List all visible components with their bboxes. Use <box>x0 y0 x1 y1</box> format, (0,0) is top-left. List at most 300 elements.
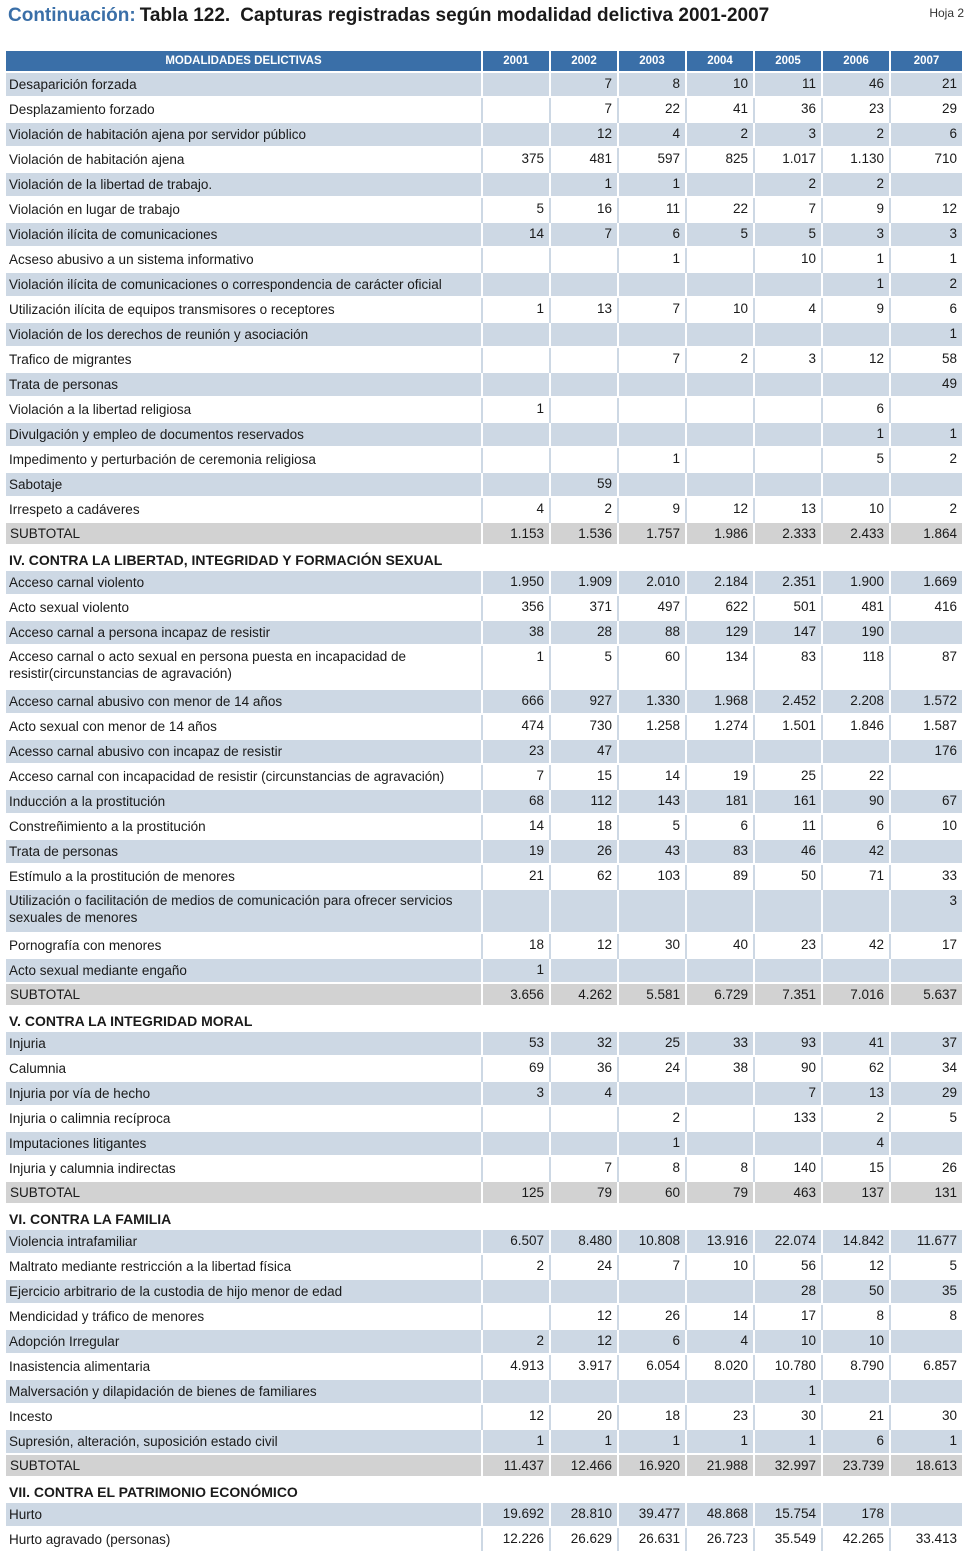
value-cell <box>550 397 618 422</box>
value-cell: 6.054 <box>618 1354 686 1379</box>
value-cell <box>686 397 754 422</box>
value-cell <box>618 422 686 447</box>
value-cell <box>822 322 890 347</box>
value-cell <box>618 1379 686 1404</box>
value-cell: 103 <box>618 864 686 889</box>
value-cell: 26 <box>618 1304 686 1329</box>
section-title: IV. CONTRA LA LIBERTAD, INTEGRIDAD Y FORMACIÓN SEXUAL <box>6 544 962 570</box>
value-cell: 14 <box>618 764 686 789</box>
table-row <box>6 1429 962 1454</box>
section-title: VII. CONTRA EL PATRIMONIO ECONÓMICO <box>6 1476 962 1502</box>
value-cell: 730 <box>550 714 618 739</box>
value-cell: 11 <box>754 814 822 839</box>
table-row <box>6 1106 962 1131</box>
table-row <box>6 497 962 522</box>
value-cell <box>754 472 822 497</box>
value-cell <box>686 372 754 397</box>
value-cell: 67 <box>890 789 962 814</box>
value-cell <box>822 372 890 397</box>
value-cell: 1.986 <box>686 522 754 544</box>
value-cell: 7 <box>754 197 822 222</box>
value-cell: 7 <box>550 222 618 247</box>
value-cell: 1.130 <box>822 147 890 172</box>
value-cell: 2 <box>890 497 962 522</box>
value-cell: 1 <box>550 172 618 197</box>
value-cell: 6 <box>822 397 890 422</box>
value-cell: 26 <box>550 839 618 864</box>
row-label: Acceso carnal o acto sexual en persona puesta en incapacidad de resistir(circunstancias de agravación) <box>6 645 482 689</box>
value-cell: 30 <box>618 933 686 958</box>
value-cell: 49 <box>890 372 962 397</box>
value-cell <box>550 447 618 472</box>
value-cell <box>550 1379 618 1404</box>
value-cell: 1 <box>890 1429 962 1454</box>
value-cell: 1.950 <box>482 570 550 595</box>
table-body <box>6 72 962 1551</box>
value-cell: 56 <box>754 1254 822 1279</box>
value-cell: 13 <box>754 497 822 522</box>
value-cell: 137 <box>822 1181 890 1203</box>
row-label: Malversación y dilapidación de bienes de familiares <box>6 1379 482 1404</box>
value-cell <box>822 472 890 497</box>
table-row <box>6 97 962 122</box>
row-label: Irrespeto a cadáveres <box>6 497 482 522</box>
value-cell: 6 <box>618 1329 686 1354</box>
value-cell <box>754 1131 822 1156</box>
value-cell: 4 <box>754 297 822 322</box>
value-cell: 1 <box>482 645 550 689</box>
row-label: Constreñimiento a la prostitución <box>6 814 482 839</box>
value-cell: 356 <box>482 595 550 620</box>
value-cell: 4 <box>618 122 686 147</box>
value-cell: 23 <box>754 933 822 958</box>
value-cell: 2 <box>754 172 822 197</box>
value-cell: 4 <box>550 1081 618 1106</box>
table-row <box>6 739 962 764</box>
value-cell <box>482 1279 550 1304</box>
value-cell <box>890 620 962 645</box>
value-cell: 14 <box>482 814 550 839</box>
value-cell: 2 <box>618 1106 686 1131</box>
value-cell: 1.968 <box>686 689 754 714</box>
value-cell: 1.669 <box>890 570 962 595</box>
value-cell: 90 <box>822 789 890 814</box>
value-cell: 666 <box>482 689 550 714</box>
value-cell: 60 <box>618 645 686 689</box>
value-cell <box>482 1131 550 1156</box>
value-cell: 16 <box>550 197 618 222</box>
table-row <box>6 958 962 983</box>
value-cell: 1 <box>890 247 962 272</box>
value-cell <box>482 472 550 497</box>
table-number: Tabla 122. <box>139 5 231 26</box>
value-cell: 825 <box>686 147 754 172</box>
value-cell <box>550 958 618 983</box>
value-cell: 7 <box>618 297 686 322</box>
value-cell: 1 <box>754 1429 822 1454</box>
value-cell: 12 <box>550 122 618 147</box>
value-cell: 53 <box>482 1031 550 1056</box>
page-indicator: Hoja 2 <box>929 6 964 20</box>
row-label: Violación de habitación ajena por servidor público <box>6 122 482 147</box>
subtotal-row <box>6 522 962 544</box>
row-label: Violencia intrafamiliar <box>6 1229 482 1254</box>
value-cell: 6 <box>618 222 686 247</box>
row-label: Injuria por vía de hecho <box>6 1081 482 1106</box>
value-cell: 30 <box>754 1404 822 1429</box>
table-row <box>6 397 962 422</box>
row-label: Sabotaje <box>6 472 482 497</box>
column-header: 2006 <box>822 51 890 72</box>
value-cell: 11 <box>754 72 822 97</box>
value-cell: 2.433 <box>822 522 890 544</box>
table-title-text: Capturas registradas según modalidad delictiva 2001-2007 <box>240 5 770 26</box>
value-cell: 46 <box>822 72 890 97</box>
value-cell: 4.262 <box>550 983 618 1005</box>
table-row <box>6 147 962 172</box>
value-cell: 2.333 <box>754 522 822 544</box>
row-label: Acceso carnal con incapacidad de resistir (circunstancias de agravación) <box>6 764 482 789</box>
value-cell <box>618 889 686 933</box>
section-header-row <box>6 544 962 570</box>
value-cell: 21 <box>482 864 550 889</box>
value-cell: 12 <box>550 1304 618 1329</box>
column-header: MODALIDADES DELICTIVAS <box>6 51 482 72</box>
value-cell <box>754 739 822 764</box>
value-cell: 10 <box>754 1329 822 1354</box>
value-cell: 1.330 <box>618 689 686 714</box>
value-cell: 1 <box>482 958 550 983</box>
value-cell: 4.913 <box>482 1354 550 1379</box>
value-cell <box>482 247 550 272</box>
value-cell: 38 <box>686 1056 754 1081</box>
value-cell: 37 <box>890 1031 962 1056</box>
value-cell: 178 <box>822 1502 890 1527</box>
value-cell <box>890 1329 962 1354</box>
value-cell: 15 <box>550 764 618 789</box>
value-cell <box>754 422 822 447</box>
value-cell <box>686 1106 754 1131</box>
value-cell: 18 <box>482 933 550 958</box>
column-header: 2002 <box>550 51 618 72</box>
value-cell: 16.920 <box>618 1454 686 1476</box>
value-cell: 83 <box>754 645 822 689</box>
value-cell <box>686 272 754 297</box>
value-cell: 6 <box>822 814 890 839</box>
value-cell <box>754 322 822 347</box>
table-row <box>6 864 962 889</box>
table-row <box>6 1229 962 1254</box>
table-row <box>6 839 962 864</box>
value-cell <box>890 1379 962 1404</box>
table-row <box>6 372 962 397</box>
row-label: Violación de la libertad de trabajo. <box>6 172 482 197</box>
value-cell: 4 <box>686 1329 754 1354</box>
value-cell <box>482 1106 550 1131</box>
row-label: Calumnia <box>6 1056 482 1081</box>
value-cell: 15.754 <box>754 1502 822 1527</box>
value-cell: 1 <box>550 1429 618 1454</box>
value-cell: 23 <box>482 739 550 764</box>
value-cell <box>890 1131 962 1156</box>
row-label: Acto sexual violento <box>6 595 482 620</box>
value-cell: 7.016 <box>822 983 890 1005</box>
value-cell: 5 <box>686 222 754 247</box>
subtotal-label: SUBTOTAL <box>6 983 482 1005</box>
row-label: Acesso carnal abusivo con incapaz de resistir <box>6 739 482 764</box>
value-cell: 112 <box>550 789 618 814</box>
value-cell: 1.501 <box>754 714 822 739</box>
value-cell: 23 <box>686 1404 754 1429</box>
value-cell: 41 <box>686 97 754 122</box>
value-cell: 5 <box>550 645 618 689</box>
value-cell <box>686 1279 754 1304</box>
value-cell: 1.153 <box>482 522 550 544</box>
row-label: Violación ilícita de comunicaciones o correspondencia de carácter oficial <box>6 272 482 297</box>
value-cell: 20 <box>550 1404 618 1429</box>
table-row <box>6 1254 962 1279</box>
value-cell: 68 <box>482 789 550 814</box>
value-cell: 10 <box>686 1254 754 1279</box>
value-cell: 2.208 <box>822 689 890 714</box>
table-row <box>6 814 962 839</box>
value-cell: 3 <box>754 122 822 147</box>
row-label: Acceso carnal abusivo con menor de 14 años <box>6 689 482 714</box>
value-cell: 7.351 <box>754 983 822 1005</box>
value-cell <box>686 889 754 933</box>
value-cell <box>686 322 754 347</box>
value-cell: 11 <box>618 197 686 222</box>
table-row <box>6 197 962 222</box>
value-cell: 8 <box>618 1156 686 1181</box>
value-cell: 48.868 <box>686 1502 754 1527</box>
subtotal-label: SUBTOTAL <box>6 522 482 544</box>
table-row <box>6 570 962 595</box>
value-cell: 3 <box>822 222 890 247</box>
value-cell <box>550 247 618 272</box>
value-cell: 40 <box>686 933 754 958</box>
value-cell: 125 <box>482 1181 550 1203</box>
value-cell <box>482 1156 550 1181</box>
value-cell <box>482 889 550 933</box>
column-header: 2004 <box>686 51 754 72</box>
value-cell: 24 <box>550 1254 618 1279</box>
value-cell <box>890 172 962 197</box>
value-cell: 12 <box>890 197 962 222</box>
value-cell: 2 <box>822 122 890 147</box>
table-row <box>6 222 962 247</box>
value-cell: 1 <box>686 1429 754 1454</box>
value-cell <box>482 1304 550 1329</box>
table-row <box>6 1379 962 1404</box>
value-cell: 133 <box>754 1106 822 1131</box>
value-cell: 15 <box>822 1156 890 1181</box>
row-label: Desaparición forzada <box>6 72 482 97</box>
value-cell: 1 <box>822 247 890 272</box>
section-title: V. CONTRA LA INTEGRIDAD MORAL <box>6 1005 962 1031</box>
table-row <box>6 172 962 197</box>
row-label: Hurto <box>6 1502 482 1527</box>
row-label: Adopción Irregular <box>6 1329 482 1354</box>
value-cell <box>482 122 550 147</box>
value-cell: 6 <box>890 297 962 322</box>
row-label: Maltrato mediante restricción a la libertad física <box>6 1254 482 1279</box>
value-cell: 28.810 <box>550 1502 618 1527</box>
continuation-label: Continuación: <box>8 5 136 26</box>
value-cell: 2 <box>550 497 618 522</box>
table-row <box>6 1031 962 1056</box>
value-cell: 29 <box>890 1081 962 1106</box>
value-cell: 30 <box>890 1404 962 1429</box>
value-cell: 416 <box>890 595 962 620</box>
value-cell: 41 <box>822 1031 890 1056</box>
value-cell: 1.757 <box>618 522 686 544</box>
row-label: Estímulo a la prostitución de menores <box>6 864 482 889</box>
value-cell: 140 <box>754 1156 822 1181</box>
value-cell: 5 <box>618 814 686 839</box>
value-cell <box>550 272 618 297</box>
value-cell: 22.074 <box>754 1229 822 1254</box>
table-row <box>6 272 962 297</box>
value-cell <box>618 472 686 497</box>
value-cell: 501 <box>754 595 822 620</box>
value-cell: 481 <box>822 595 890 620</box>
value-cell: 2 <box>686 347 754 372</box>
value-cell: 42 <box>822 933 890 958</box>
table-row <box>6 1304 962 1329</box>
value-cell: 21 <box>890 72 962 97</box>
value-cell <box>550 1131 618 1156</box>
value-cell: 3 <box>482 1081 550 1106</box>
value-cell: 8.480 <box>550 1229 618 1254</box>
value-cell: 3.917 <box>550 1354 618 1379</box>
value-cell: 10 <box>686 72 754 97</box>
data-table <box>6 51 962 1551</box>
table-row <box>6 620 962 645</box>
value-cell: 1 <box>482 297 550 322</box>
value-cell: 2 <box>482 1254 550 1279</box>
table-row <box>6 1156 962 1181</box>
value-cell: 3 <box>890 222 962 247</box>
row-label: Injuria y calumnia indirectas <box>6 1156 482 1181</box>
column-header: 2003 <box>618 51 686 72</box>
subtotal-row <box>6 1454 962 1476</box>
value-cell: 14 <box>686 1304 754 1329</box>
table-row <box>6 645 962 689</box>
value-cell: 21 <box>822 1404 890 1429</box>
value-cell <box>482 372 550 397</box>
value-cell: 181 <box>686 789 754 814</box>
value-cell <box>618 1081 686 1106</box>
table-row <box>6 1056 962 1081</box>
value-cell: 10 <box>822 497 890 522</box>
value-cell: 21.988 <box>686 1454 754 1476</box>
value-cell: 622 <box>686 595 754 620</box>
value-cell <box>822 958 890 983</box>
table-row <box>6 422 962 447</box>
value-cell <box>482 322 550 347</box>
value-cell: 35.549 <box>754 1527 822 1551</box>
value-cell: 1.536 <box>550 522 618 544</box>
value-cell: 9 <box>618 497 686 522</box>
value-cell: 58 <box>890 347 962 372</box>
value-cell: 13.916 <box>686 1229 754 1254</box>
value-cell: 375 <box>482 147 550 172</box>
value-cell: 6 <box>686 814 754 839</box>
table-header-row <box>6 51 962 72</box>
value-cell: 28 <box>550 620 618 645</box>
value-cell <box>890 958 962 983</box>
row-label: Violación en lugar de trabajo <box>6 197 482 222</box>
value-cell: 18.613 <box>890 1454 962 1476</box>
value-cell: 12 <box>482 1404 550 1429</box>
value-cell <box>754 397 822 422</box>
value-cell: 5 <box>482 197 550 222</box>
value-cell: 1.864 <box>890 522 962 544</box>
value-cell <box>890 764 962 789</box>
row-label: Pornografía con menores <box>6 933 482 958</box>
value-cell <box>550 322 618 347</box>
value-cell: 129 <box>686 620 754 645</box>
value-cell: 6.507 <box>482 1229 550 1254</box>
table-row <box>6 689 962 714</box>
value-cell: 1.587 <box>890 714 962 739</box>
row-label: Acto sexual mediante engaño <box>6 958 482 983</box>
value-cell: 1 <box>482 1429 550 1454</box>
value-cell <box>618 958 686 983</box>
value-cell: 36 <box>754 97 822 122</box>
value-cell: 13 <box>550 297 618 322</box>
value-cell: 474 <box>482 714 550 739</box>
column-header: 2001 <box>482 51 550 72</box>
value-cell <box>482 422 550 447</box>
table-row <box>6 122 962 147</box>
page-header <box>8 4 964 34</box>
row-label: Ejercicio arbitrario de la custodia de hijo menor de edad <box>6 1279 482 1304</box>
table-row <box>6 247 962 272</box>
section-header-row <box>6 1005 962 1031</box>
value-cell: 18 <box>550 814 618 839</box>
row-label: Utilización o facilitación de medios de comunicación para ofrecer servicios sexuales de menores <box>6 889 482 933</box>
value-cell: 131 <box>890 1181 962 1203</box>
value-cell: 62 <box>822 1056 890 1081</box>
value-cell: 59 <box>550 472 618 497</box>
value-cell: 12.226 <box>482 1527 550 1551</box>
value-cell: 161 <box>754 789 822 814</box>
value-cell: 147 <box>754 620 822 645</box>
value-cell: 1 <box>822 422 890 447</box>
value-cell <box>890 1502 962 1527</box>
value-cell: 710 <box>890 147 962 172</box>
value-cell: 134 <box>686 645 754 689</box>
value-cell: 46 <box>754 839 822 864</box>
value-cell: 26.629 <box>550 1527 618 1551</box>
table-row <box>6 347 962 372</box>
value-cell: 47 <box>550 739 618 764</box>
table-row <box>6 472 962 497</box>
value-cell: 33 <box>890 864 962 889</box>
value-cell: 29 <box>890 97 962 122</box>
table-row <box>6 789 962 814</box>
value-cell: 176 <box>890 739 962 764</box>
value-cell: 50 <box>822 1279 890 1304</box>
value-cell: 5 <box>890 1254 962 1279</box>
value-cell <box>482 347 550 372</box>
value-cell: 1 <box>618 172 686 197</box>
table-row <box>6 595 962 620</box>
table-row <box>6 1329 962 1354</box>
value-cell: 62 <box>550 864 618 889</box>
